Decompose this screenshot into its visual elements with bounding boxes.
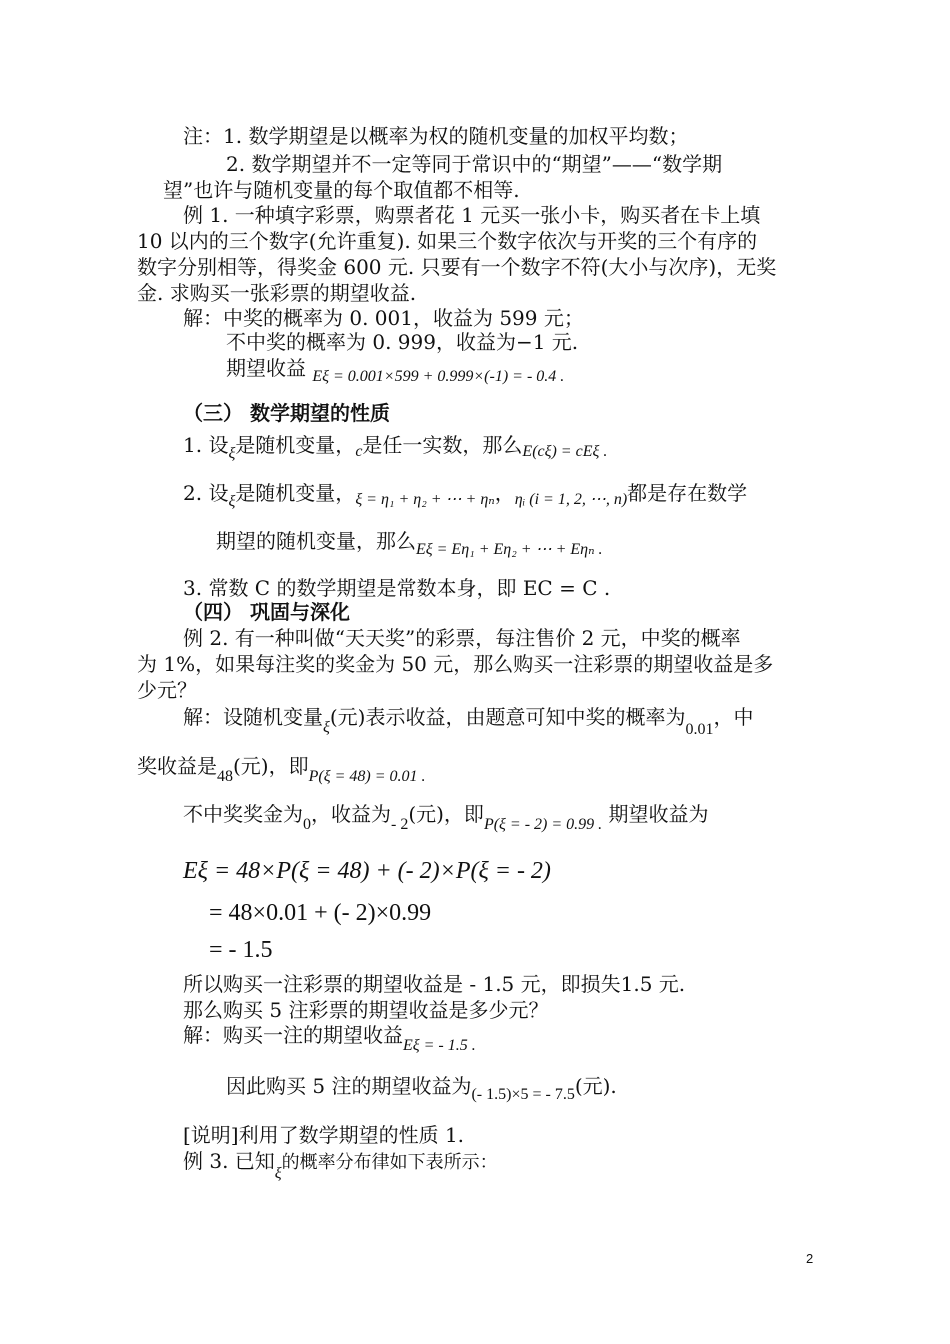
example2-line-2: 为 1%，如果每注奖的奖金为 50 元，那么购买一注彩票的期望收益是多 (137, 652, 774, 676)
comma: ， (494, 481, 515, 505)
xi-symbol: ξ (323, 719, 330, 736)
property-2-text-b: 都是存在数学 (627, 481, 748, 505)
conclusion-1: 所以购买一注彩票的期望收益是 - 1.5 元，即损失1.5 元. (183, 972, 686, 996)
probability-value: 0.01 (685, 721, 714, 738)
loss-value: - 2 (391, 816, 409, 833)
sol3-formula: P(ξ = - 2) = 0.99 . (483, 816, 603, 833)
section4-heading: （四） 巩固与深化 (183, 600, 350, 624)
section3-heading: （三） 数学期望的性质 (183, 401, 390, 425)
conclusion-2: 那么购买 5 注彩票的期望收益是多少元？ (183, 998, 549, 1022)
sol2-text-a: 奖收益是 (137, 754, 217, 778)
example2-solution-1 (183, 704, 754, 738)
sol-text-b: (元)表示收益，由题意可知中奖的概率为 (329, 705, 686, 729)
property-1-label: 1. 设 (183, 433, 229, 457)
example1-solution-1: 解：中奖的概率为 0. 001，收益为 599 元； (183, 306, 584, 330)
sol3-text-b: ，收益为 (311, 802, 391, 826)
expected-gain-formula: Eξ = 0.001×599 + 0.999×(-1) = - 0.4 . (312, 368, 565, 385)
property-1-formula: E(cξ) = cEξ . (522, 443, 608, 460)
example1-line-4: 金. 求购买一张彩票的期望收益. (137, 281, 417, 305)
xi-symbol: ξ (228, 493, 236, 510)
example2-solution-3 (183, 801, 709, 833)
sol-text-c: ，中 (713, 705, 754, 729)
sol5-text-a: 因此购买 5 注的期望收益为 (226, 1074, 472, 1098)
eq3-text: = - 1.5 (209, 937, 273, 963)
remark: [说明]利用了数学期望的性质 1. (183, 1123, 465, 1147)
example2-solution-2 (137, 753, 426, 785)
sol5-text-b: (元). (574, 1074, 617, 1098)
note-line-1: 注：1. 数学期望是以概率为权的随机变量的加权平均数； (183, 124, 689, 148)
note-line-3: 望”也许与随机变量的每个取值都不相等. (163, 178, 520, 202)
property-2-label: 2. 设 (183, 481, 229, 505)
sol3-text-d: 期望收益为 (608, 802, 709, 826)
sol4-text-a: 解：购买一注的期望收益 (183, 1023, 403, 1047)
sum-formula: ξ = η₁ + η₂ + ⋯ + ηₙ (355, 491, 495, 508)
example3-line-1 (183, 1148, 498, 1182)
example1-line-2: 10 以内的三个数字(允许重复). 如果三个数字依次与开奖的三个有序的 (137, 229, 758, 253)
property-2-text-a: 是随机变量， (235, 481, 356, 505)
note-line-2: 2. 数学期望并不一定等同于常识中的“期望”——“数学期 (226, 152, 723, 176)
property-2-formula: Eξ = Eη₁ + Eη₂ + ⋯ + Eηₙ . (416, 541, 603, 558)
gain-value: 48 (217, 768, 233, 785)
example1-solution-2: 不中奖的概率为 0. 999，收益为−1 元. (226, 330, 579, 354)
sol2-text-b: (元)，即 (233, 754, 309, 778)
eq2-text: = 48×0.01 + (- 2)×0.99 (209, 900, 432, 926)
xi-symbol: ξ (228, 445, 236, 462)
property-3: 3. 常数 C 的数学期望是常数本身，即 EC = C . (183, 576, 611, 600)
expected-gain-label: 期望收益 (226, 356, 306, 380)
example1-line-3: 数字分别相等，得奖金 600 元. 只要有一个数字不符(大小与次序)，无奖 (137, 255, 777, 279)
sol5-formula: (- 1.5)×5 = - 7.5 (471, 1086, 575, 1103)
property-2 (183, 480, 747, 509)
ex3-text-a: 例 3. 已知 (183, 1149, 275, 1173)
ex3-text-b: 的概率分布律如下表所示： (281, 1152, 498, 1173)
property-2-cont (216, 528, 603, 557)
sol4-formula: Eξ = - 1.5 . (403, 1037, 476, 1054)
eq1-text: Eξ = 48×P(ξ = 48) + (- 2)×P(ξ = - 2) (183, 858, 551, 884)
xi-symbol: ξ (274, 1165, 282, 1182)
eta-formula: ηᵢ (i = 1, 2, ⋯, n) (514, 491, 628, 508)
sol2-formula: P(ξ = 48) = 0.01 . (308, 768, 426, 785)
property-1 (183, 432, 607, 461)
expectation-eq-3 (209, 935, 273, 965)
property-1-text-a: 是随机变量， (235, 433, 356, 457)
zero-value: 0 (303, 816, 311, 833)
sol3-text-c: (元)，即 (408, 802, 484, 826)
expectation-eq-1 (183, 856, 551, 886)
example2-solution-5 (226, 1073, 617, 1102)
page-number: 2 (806, 1251, 814, 1266)
example1-line-1: 例 1. 一种填字彩票，购票者花 1 元买一张小卡，购买者在卡上填 (183, 203, 761, 227)
property-1-text-b: 是任一实数，那么 (362, 433, 523, 457)
sol3-text-a: 不中奖奖金为 (183, 802, 303, 826)
sol-text-a: 解：设随机变量 (183, 705, 323, 729)
example2-line-1: 例 2. 有一种叫做“天天奖”的彩票，每注售价 2 元，中奖的概率 (183, 626, 741, 650)
expectation-eq-2 (209, 898, 431, 928)
example2-line-3: 少元？ (137, 678, 197, 702)
c-symbol: c (355, 443, 363, 460)
example2-solution-4 (183, 1022, 476, 1054)
example1-solution-3 (226, 355, 564, 384)
property-2-text-c: 期望的随机变量，那么 (216, 529, 416, 553)
